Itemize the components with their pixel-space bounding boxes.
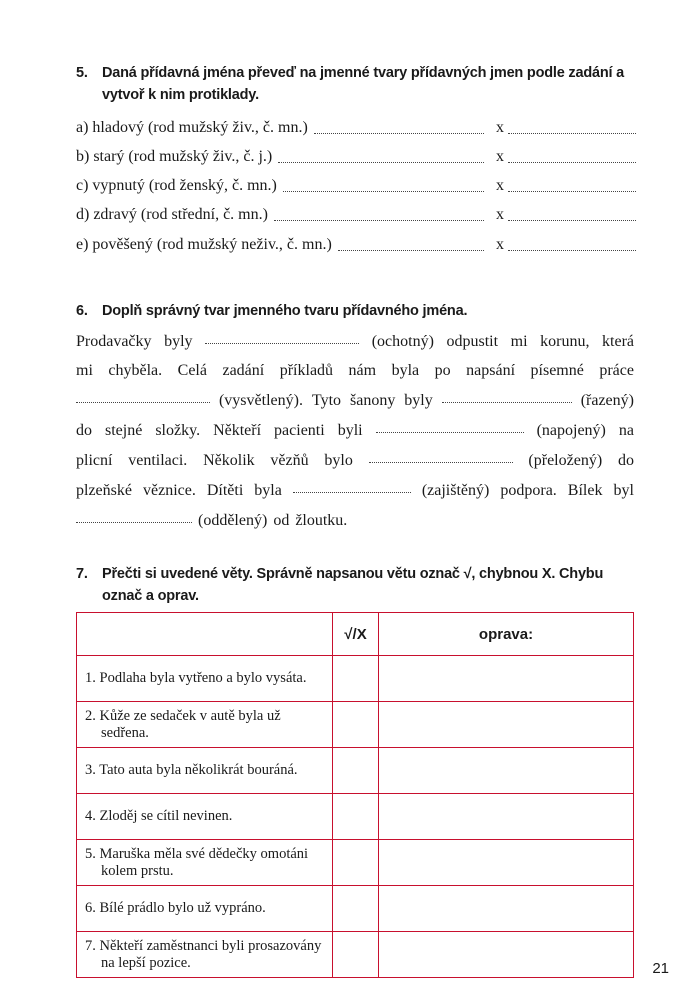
word: byl (613, 482, 634, 499)
word: byly (164, 333, 193, 350)
word: Celá (177, 362, 207, 379)
table-row (77, 656, 634, 702)
task5-row (76, 116, 636, 140)
word: mi (76, 362, 93, 379)
word: nám (348, 362, 377, 379)
antonym-blank[interactable] (508, 220, 636, 221)
word: písemné (530, 362, 584, 379)
word: stejné (105, 422, 143, 439)
correction-cell[interactable] (379, 886, 634, 932)
task5-row-label: b) starý (rod mužský živ., č. j.) (76, 148, 273, 165)
antonym-blank[interactable] (508, 133, 636, 134)
word: věznice. (142, 482, 196, 499)
sentence-cell (77, 932, 333, 978)
task6-line (76, 506, 634, 536)
word: (ochotný) (371, 333, 434, 350)
table-row (77, 794, 634, 840)
task6-line (76, 416, 634, 446)
task5-row (76, 233, 636, 257)
word: Dítěti (206, 482, 244, 499)
task5-heading (76, 62, 646, 106)
word: příkladů (279, 362, 334, 379)
task6-line (76, 476, 634, 506)
word: (přeložený) (528, 452, 603, 469)
task6-line (76, 356, 634, 386)
word: Prodavačky (76, 333, 152, 350)
answer-blank[interactable] (278, 162, 484, 163)
table-row (77, 840, 634, 886)
correction-cell[interactable] (379, 840, 634, 886)
word: (zajištěný) (421, 482, 490, 499)
task6-line (76, 446, 634, 476)
word: byla (391, 362, 420, 379)
antonym-blank[interactable] (508, 250, 636, 251)
fill-in-blank[interactable] (76, 522, 192, 523)
word: na (618, 422, 634, 439)
task5-x-mark: x (496, 206, 504, 223)
task5-x-mark: x (496, 177, 504, 194)
mark-cell[interactable] (333, 840, 379, 886)
word: po (434, 362, 451, 379)
header-sentence (77, 613, 333, 656)
task6-instruction: Doplň správný tvar jmenného tvaru přídavného jména. (102, 303, 468, 319)
antonym-blank[interactable] (508, 162, 636, 163)
task5-row-label: a) hladový (rod mužský živ., č. mn.) (76, 119, 308, 136)
page-number: 21 (652, 960, 669, 977)
word: vězňů (270, 452, 309, 469)
task5-row (76, 203, 636, 227)
task7-heading (76, 563, 646, 607)
task5-x-mark: x (496, 148, 504, 165)
sentence-text: 6. Bílé prádlo bylo už vypráno. (85, 900, 266, 916)
word: (napojený) (536, 422, 606, 439)
sentence-cell (77, 840, 333, 886)
correction-cell[interactable] (379, 932, 634, 978)
answer-blank[interactable] (338, 250, 484, 251)
word: zadání (222, 362, 265, 379)
sentence-text: 7. Někteří zaměstnanci byli prosazovány na lepší pozice. (85, 937, 322, 971)
word: která (602, 333, 634, 350)
sentence-text: 3. Tato auta byla několikrát bouráná. (85, 762, 298, 778)
task5-row-label: c) vypnutý (rod ženský, č. mn.) (76, 177, 277, 194)
word: bylo (324, 452, 353, 469)
correction-cell[interactable] (379, 656, 634, 702)
sentence-cell (77, 748, 333, 794)
word: do (76, 422, 92, 439)
correction-cell[interactable] (379, 702, 634, 748)
word: napsání (466, 362, 516, 379)
sentence-text: 2. Kůže ze sedaček v autě byla už sedřena. (85, 707, 281, 741)
mark-cell[interactable] (333, 932, 379, 978)
table-row (77, 932, 634, 978)
word: od (273, 512, 290, 529)
table-row (77, 702, 634, 748)
task7-table (76, 612, 634, 978)
table-row (77, 748, 634, 794)
sentence-cell (77, 702, 333, 748)
mark-cell[interactable] (333, 886, 379, 932)
word: podpora. (500, 482, 557, 499)
task5-x-mark: x (496, 236, 504, 253)
header-mark: √/X (333, 613, 379, 656)
task5-row-label: d) zdravý (rod střední, č. mn.) (76, 206, 268, 223)
task5-x-mark: x (496, 119, 504, 136)
fill-in-blank[interactable] (293, 492, 411, 493)
task5-row-label: e) pověšený (rod mužský neživ., č. mn.) (76, 236, 332, 253)
task5-row (76, 174, 636, 198)
answer-blank[interactable] (283, 191, 484, 192)
task5-instruction: Daná přídavná jména převeď na jmenné tvary přídavných jmen podle zadání a vytvoř k nim protiklady. (102, 65, 625, 103)
word: byly (404, 392, 433, 409)
word: byla (254, 482, 282, 499)
word: Několik (203, 452, 255, 469)
task6-number: 6. (76, 303, 88, 319)
sentence-text: 5. Maruška měla své dědečky omotáni kolem prstu. (85, 845, 309, 879)
word: složky. (155, 422, 201, 439)
word: do (617, 452, 634, 469)
sentence-text: 1. Podlaha byla vytřeno a bylo vysáta. (85, 670, 307, 686)
task7-instruction: Přečti si uvedené věty. Správně napsanou větu označ √, chybnou X. Chybu označ a oprav. (102, 566, 604, 604)
word: odpustit (446, 333, 499, 350)
sentence-cell (77, 886, 333, 932)
task5-row (76, 145, 636, 169)
word: (oddělený) (198, 512, 268, 529)
task6-line (76, 386, 634, 416)
word: Někteří (213, 422, 262, 439)
sentence-cell (77, 656, 333, 702)
answer-blank[interactable] (274, 220, 484, 221)
word: (řazený) (580, 392, 634, 409)
word: Bílek (567, 482, 603, 499)
word: byli (337, 422, 363, 439)
word: plicní (76, 452, 113, 469)
fill-in-blank[interactable] (376, 432, 524, 433)
sentence-text: 4. Zloděj se cítil nevinen. (85, 808, 233, 824)
word: plzeňské (76, 482, 132, 499)
word: mi (510, 333, 528, 350)
word: práce (599, 362, 634, 379)
mark-cell[interactable] (333, 656, 379, 702)
task5-number: 5. (76, 65, 88, 81)
header-correction: oprava: (379, 613, 634, 656)
table-row (77, 886, 634, 932)
sentence-cell (77, 794, 333, 840)
mark-cell[interactable] (333, 702, 379, 748)
word: pacienti (274, 422, 325, 439)
word: (vysvětlený). (218, 392, 303, 409)
fill-in-blank[interactable] (442, 402, 572, 403)
word: šanony (350, 392, 396, 409)
fill-in-blank[interactable] (369, 462, 513, 463)
word: korunu, (540, 333, 590, 350)
task7-number: 7. (76, 566, 88, 582)
word: chyběla. (108, 362, 163, 379)
task6-line (76, 327, 634, 357)
table-header-row (77, 613, 634, 656)
correction-cell[interactable] (379, 794, 634, 840)
word: žloutku. (295, 512, 348, 529)
mark-cell[interactable] (333, 794, 379, 840)
word: ventilaci. (128, 452, 188, 469)
fill-in-blank[interactable] (76, 402, 210, 403)
mark-cell[interactable] (333, 748, 379, 794)
answer-blank[interactable] (314, 133, 484, 134)
antonym-blank[interactable] (508, 191, 636, 192)
correction-cell[interactable] (379, 748, 634, 794)
word: Tyto (311, 392, 342, 409)
fill-in-blank[interactable] (205, 343, 359, 344)
task6-heading (76, 300, 646, 322)
